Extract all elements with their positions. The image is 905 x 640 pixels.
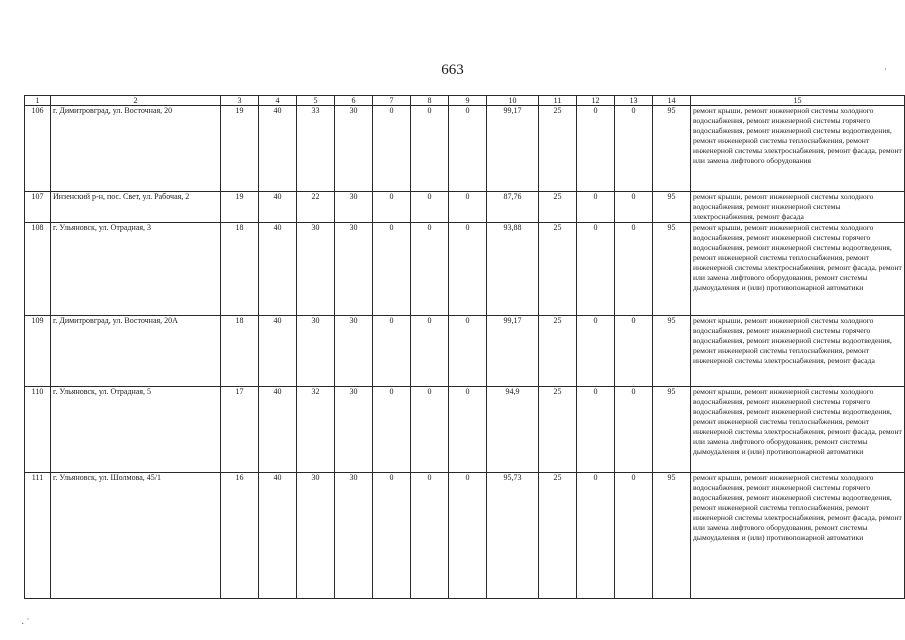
value-cell: 30: [335, 316, 373, 387]
value-cell: 40: [259, 387, 297, 473]
value-cell: 25: [539, 473, 577, 599]
address-cell: г. Ульяновск, ул. Шолмова, 45/1: [51, 473, 221, 599]
column-header: 8: [411, 96, 449, 106]
row-number: 106: [25, 106, 51, 192]
value-cell: 0: [449, 192, 487, 223]
value-cell: 0: [373, 387, 411, 473]
value-cell: 87,76: [487, 192, 539, 223]
value-cell: 0: [577, 192, 615, 223]
value-cell: 0: [615, 473, 653, 599]
value-cell: 0: [577, 473, 615, 599]
value-cell: 95: [653, 316, 691, 387]
value-cell: 19: [221, 106, 259, 192]
value-cell: 95: [653, 387, 691, 473]
value-cell: 30: [335, 192, 373, 223]
row-number: 110: [25, 387, 51, 473]
scan-artifact-mark: ·: [884, 64, 887, 74]
value-cell: 30: [335, 473, 373, 599]
address-cell: г. Димитровград, ул. Восточная, 20: [51, 106, 221, 192]
value-cell: 25: [539, 316, 577, 387]
value-cell: 0: [449, 473, 487, 599]
address-cell: г. Димитровград, ул. Восточная, 20А: [51, 316, 221, 387]
value-cell: 99,17: [487, 316, 539, 387]
value-cell: 0: [411, 473, 449, 599]
value-cell: 30: [297, 473, 335, 599]
column-header: 5: [297, 96, 335, 106]
column-header: 6: [335, 96, 373, 106]
value-cell: 0: [615, 106, 653, 192]
table-row: [25, 473, 905, 599]
row-number: 108: [25, 223, 51, 316]
value-cell: 30: [335, 106, 373, 192]
value-cell: 0: [411, 387, 449, 473]
table-row: [25, 192, 905, 223]
column-header: 14: [653, 96, 691, 106]
works-cell: ремонт крыши, ремонт инженерной системы холодного водоснабжения, ремонт инженерной системы горячего водоснабжения, ремонт инженерной системы водоотведения, ремонт инженерной системы теплоснабжения, ремонт инженерной системы электроснабжения, ремонт фасада, ремонт или замена лифтового оборудования: [691, 106, 905, 192]
column-header: 4: [259, 96, 297, 106]
column-header: 11: [539, 96, 577, 106]
table-row: [25, 223, 905, 316]
value-cell: 0: [449, 387, 487, 473]
value-cell: 95: [653, 106, 691, 192]
page-number: 663: [441, 62, 464, 78]
value-cell: 0: [449, 223, 487, 316]
value-cell: 40: [259, 106, 297, 192]
value-cell: 0: [411, 223, 449, 316]
value-cell: 0: [411, 106, 449, 192]
row-number: 111: [25, 473, 51, 599]
row-number: 107: [25, 192, 51, 223]
value-cell: 0: [577, 106, 615, 192]
value-cell: 40: [259, 473, 297, 599]
value-cell: 99,17: [487, 106, 539, 192]
value-cell: 30: [335, 223, 373, 316]
value-cell: 0: [577, 223, 615, 316]
value-cell: 0: [373, 106, 411, 192]
address-cell: г. Ульяновск, ул. Отрадная, 3: [51, 223, 221, 316]
value-cell: 0: [577, 387, 615, 473]
value-cell: 25: [539, 223, 577, 316]
value-cell: 25: [539, 106, 577, 192]
value-cell: 0: [373, 473, 411, 599]
value-cell: 30: [297, 223, 335, 316]
works-cell: ремонт крыши, ремонт инженерной системы холодного водоснабжения, ремонт инженерной системы электроснабжения, ремонт фасада: [691, 192, 905, 223]
column-header: 13: [615, 96, 653, 106]
header-row: [25, 96, 905, 106]
table-row: [25, 316, 905, 387]
value-cell: 0: [373, 316, 411, 387]
address-cell: г. Ульяновск, ул. Отрадная, 5: [51, 387, 221, 473]
value-cell: 0: [373, 223, 411, 316]
works-cell: ремонт крыши, ремонт инженерной системы холодного водоснабжения, ремонт инженерной системы горячего водоснабжения, ремонт инженерной системы водоотведения, ремонт инженерной системы теплоснабжения, ремонт инженерной системы электроснабжения, ремонт фасада, ремонт или замена лифтового оборудования, ремонт системы дымоудаления и (или) противопожарной автоматики: [691, 473, 905, 599]
table-row: [25, 106, 905, 192]
column-header: 1: [25, 96, 51, 106]
value-cell: 18: [221, 316, 259, 387]
value-cell: 0: [615, 387, 653, 473]
value-cell: 0: [449, 106, 487, 192]
works-cell: ремонт крыши, ремонт инженерной системы холодного водоснабжения, ремонт инженерной системы горячего водоснабжения, ремонт инженерной системы водоотведения, ремонт инженерной системы теплоснабжения, ремонт инженерной системы электроснабжения, ремонт фасада: [691, 316, 905, 387]
value-cell: 30: [335, 387, 373, 473]
value-cell: 40: [259, 223, 297, 316]
value-cell: 93,88: [487, 223, 539, 316]
works-cell: ремонт крыши, ремонт инженерной системы холодного водоснабжения, ремонт инженерной системы горячего водоснабжения, ремонт инженерной системы водоотведения, ремонт инженерной системы теплоснабжения, ремонт инженерной системы электроснабжения, ремонт фасада, ремонт или замена лифтового оборудования, ремонт системы дымоудаления и (или) противопожарной автоматики: [691, 223, 905, 316]
column-header: 3: [221, 96, 259, 106]
value-cell: 17: [221, 387, 259, 473]
value-cell: 30: [297, 316, 335, 387]
scan-artifact-mark: ⸼ ·: [22, 614, 30, 624]
value-cell: 0: [577, 316, 615, 387]
value-cell: 0: [615, 316, 653, 387]
table-row: [25, 387, 905, 473]
value-cell: 95: [653, 192, 691, 223]
value-cell: 19: [221, 192, 259, 223]
value-cell: 0: [449, 316, 487, 387]
register-table: [24, 95, 905, 599]
value-cell: 32: [297, 387, 335, 473]
address-cell: Инзенский р-н, пос. Свет, ул. Рабочая, 2: [51, 192, 221, 223]
value-cell: 0: [615, 223, 653, 316]
value-cell: 25: [539, 192, 577, 223]
value-cell: 95: [653, 473, 691, 599]
value-cell: 95,73: [487, 473, 539, 599]
works-cell: ремонт крыши, ремонт инженерной системы холодного водоснабжения, ремонт инженерной системы горячего водоснабжения, ремонт инженерной системы водоотведения, ремонт инженерной системы теплоснабжения, ремонт инженерной системы электроснабжения, ремонт фасада, ремонт или замена лифтового оборудования, ремонт системы дымоудаления и (или) противопожарной автоматики: [691, 387, 905, 473]
value-cell: 22: [297, 192, 335, 223]
value-cell: 18: [221, 223, 259, 316]
column-header: 2: [51, 96, 221, 106]
value-cell: 0: [373, 192, 411, 223]
row-number: 109: [25, 316, 51, 387]
column-header: 7: [373, 96, 411, 106]
value-cell: 25: [539, 387, 577, 473]
column-header: 12: [577, 96, 615, 106]
column-header: 10: [487, 96, 539, 106]
value-cell: 95: [653, 223, 691, 316]
value-cell: 40: [259, 316, 297, 387]
value-cell: 40: [259, 192, 297, 223]
value-cell: 0: [411, 192, 449, 223]
value-cell: 94,9: [487, 387, 539, 473]
value-cell: 33: [297, 106, 335, 192]
column-header: 15: [691, 96, 905, 106]
value-cell: 0: [615, 192, 653, 223]
value-cell: 0: [411, 316, 449, 387]
value-cell: 16: [221, 473, 259, 599]
column-header: 9: [449, 96, 487, 106]
